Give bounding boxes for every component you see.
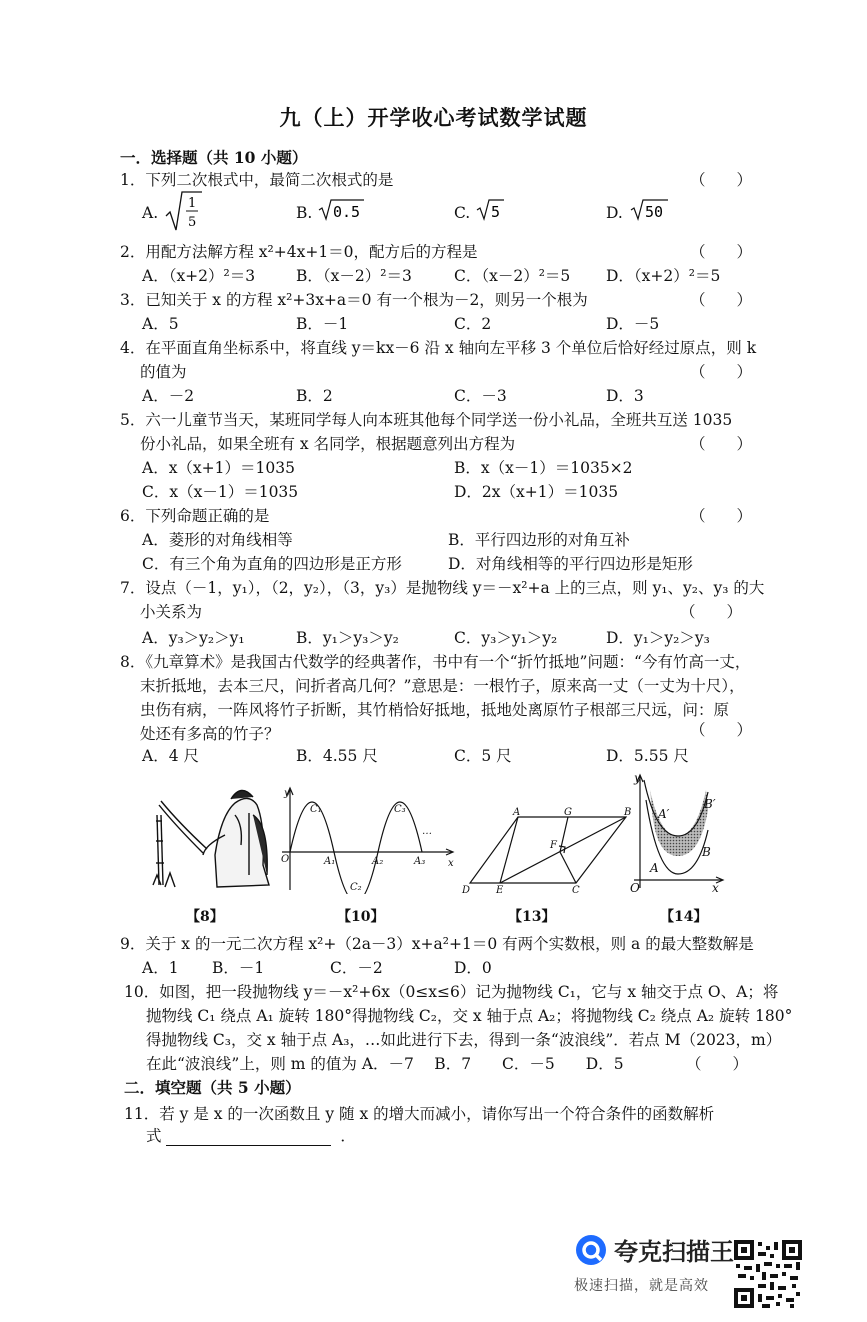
- q6-stem: 6．下列命题正确的是: [120, 507, 270, 525]
- svg-text:C₃: C₃: [394, 804, 406, 815]
- q2-stem: 2．用配方法解方程 x²+4x+1＝0，配方后的方程是: [120, 243, 478, 261]
- q10-stem: 10．如图，把一段抛物线 y＝－x²+6x（0≤x≤6）记为抛物线 C₁，它与 x 轴交于点 O、A；将: [124, 983, 779, 1001]
- q8-option-b: B．4.55 尺: [296, 747, 378, 765]
- q7-option-a: A．y₃＞y₂＞y₁: [142, 629, 245, 647]
- q5-option-c: C．x（x－1）＝1035: [142, 483, 299, 501]
- bamboo-illustration: [145, 775, 270, 895]
- q10-stem-cont: 在此“波浪线”上，则 m 的值为 A．－7 B．7 C．－5 D．5: [146, 1055, 624, 1073]
- q2-option-b: B．（x－2）²＝3: [296, 267, 412, 285]
- q9-option-d: D．0: [454, 959, 492, 977]
- brand-slogan: 极速扫描，就是高效: [574, 1278, 709, 1294]
- answer-paren: （ ）: [690, 507, 753, 525]
- answer-paren: （ ）: [680, 603, 743, 621]
- section-heading-choice: 一．选择题（共 10 小题）: [120, 148, 308, 167]
- q10-stem-cont: 抛物线 C₁ 绕点 A₁ 旋转 180°得抛物线 C₂，交 x 轴于点 A₂；将抛物线 C₂ 绕点 A₂ 旋转 180°: [146, 1007, 793, 1025]
- svg-text:E: E: [496, 885, 504, 895]
- svg-text:A′: A′: [658, 807, 670, 821]
- scanner-brand: [574, 1232, 734, 1295]
- svg-text:A₂: A₂: [372, 856, 384, 867]
- q8-stem: 8．《九章算术》是我国古代数学的经典著作，书中有一个“折竹抵地”问题：“今有竹高一丈，: [120, 653, 751, 671]
- answer-paren: （ ）: [690, 721, 753, 739]
- q8-option-c: C．5 尺: [454, 747, 512, 765]
- svg-text:…: …: [422, 826, 432, 837]
- answer-paren: （ ）: [690, 171, 753, 189]
- svg-text:C₂: C₂: [350, 882, 362, 893]
- q5-option-d: D．2x（x+1）＝1035: [454, 483, 619, 501]
- q9-option-c: C．－2: [330, 959, 383, 977]
- q6-option-b: B．平行四边形的对角互补: [448, 531, 630, 549]
- svg-text:C: C: [572, 885, 580, 895]
- q3-stem: 3．已知关于 x 的方程 x²+3x+a＝0 有一个根为－2，则另一个根为: [120, 291, 588, 309]
- q10-stem-cont: 得抛物线 C₃，交 x 轴于点 A₃，…如此进行下去，得到一条“波浪线”．若点 M（2023，m）: [146, 1031, 782, 1049]
- q5-option-b: B．x（x－1）＝1035×2: [454, 459, 633, 477]
- q1-option-a: A.: [142, 204, 159, 222]
- shaded-parabola-figure: [630, 770, 730, 894]
- q1-option-c: C.: [454, 204, 471, 222]
- q3-option-b: B．－1: [296, 315, 349, 333]
- svg-text:y: y: [284, 788, 290, 799]
- svg-text:50: 50: [645, 203, 664, 221]
- brand-name: 夸克扫描王: [614, 1238, 734, 1266]
- answer-paren: （ ）: [690, 291, 753, 309]
- svg-text:F: F: [550, 840, 557, 851]
- q8-stem-cont: 虫伤有病，一阵风将竹子折断，其竹梢恰好抵地，抵地处离原竹子根部三尺远，问：原: [140, 701, 730, 719]
- wave-parabola-figure: [280, 782, 460, 894]
- answer-paren: （ ）: [690, 435, 753, 453]
- q3-option-a: A．5: [142, 315, 179, 333]
- quark-logo-icon: [574, 1233, 608, 1267]
- qr-code: [734, 1240, 802, 1308]
- q4-option-a: A．－2: [142, 387, 195, 405]
- svg-text:B′: B′: [704, 797, 716, 811]
- q7-option-c: C．y₃＞y₁＞y₂: [454, 629, 558, 647]
- q8-option-a: A．4 尺: [142, 747, 199, 765]
- q6-option-d: D．对角线相等的平行四边形是矩形: [448, 555, 693, 573]
- figure-caption-14: 【14】: [660, 909, 708, 925]
- answer-paren: （ ）: [690, 363, 753, 381]
- figure-caption-8: 【8】: [186, 909, 224, 925]
- q4-stem-cont: 的值为: [140, 363, 187, 381]
- q4-option-d: D．3: [606, 387, 644, 405]
- q2-option-d: D．（x+2）²＝5: [606, 267, 721, 285]
- q3-option-d: D．－5: [606, 315, 660, 333]
- svg-text:5: 5: [491, 203, 501, 221]
- q1-stem: 1．下列二次根式中，最简二次根式的是: [120, 171, 394, 189]
- q2-option-c: C．（x－2）²＝5: [454, 267, 571, 285]
- answer-blank[interactable]: [166, 1131, 331, 1146]
- svg-text:G: G: [564, 807, 572, 818]
- q5-option-a: A．x（x+1）＝1035: [142, 459, 295, 477]
- q5-stem-cont: 份小礼品，如果全班有 x 名同学，根据题意列出方程为: [140, 435, 516, 453]
- svg-text:C₁: C₁: [310, 804, 322, 815]
- q1-frac-den: 5: [188, 215, 197, 230]
- q6-option-a: A．菱形的对角线相等: [142, 531, 293, 549]
- q4-stem: 4．在平面直角坐标系中，将直线 y＝kx－6 沿 x 轴向左平移 3 个单位后恰好经过原点，则 k: [120, 339, 757, 357]
- q1-option-d: D.: [606, 204, 623, 222]
- q1-option-b: B.: [296, 204, 313, 222]
- answer-paren: （ ）: [690, 243, 753, 261]
- q7-stem-cont: 小关系为: [140, 603, 203, 621]
- svg-text:B: B: [702, 845, 711, 859]
- q8-stem-cont: 末折抵地，去本三尺，问折者高几何？”意思是：一根竹子，原来高一丈（一丈为十尺），: [140, 677, 745, 695]
- sqrt-icon: [630, 198, 670, 222]
- sqrt-icon: [476, 198, 506, 222]
- page-title: 九（上）开学收心考试数学试题: [279, 105, 588, 130]
- q6-option-c: C．有三个角为直角的四边形是正方形: [142, 555, 402, 573]
- svg-text:y: y: [634, 771, 641, 785]
- q7-option-d: D．y₁＞y₂＞y₃: [606, 629, 710, 647]
- section-heading-fill: 二．填空题（共 5 小题）: [124, 1078, 301, 1097]
- parallelogram-figure: [458, 805, 636, 895]
- q4-option-c: C．－3: [454, 387, 507, 405]
- q4-option-b: B．2: [296, 387, 333, 405]
- sqrt-frac-icon: [164, 188, 204, 234]
- svg-text:O: O: [281, 854, 290, 865]
- q9-option-b: B．－1: [212, 959, 265, 977]
- sqrt-icon: [318, 198, 366, 222]
- q7-option-b: B．y₁＞y₃＞y₂: [296, 629, 399, 647]
- svg-text:A₃: A₃: [414, 856, 426, 867]
- svg-text:O: O: [630, 881, 640, 894]
- svg-text:x: x: [712, 881, 719, 894]
- svg-text:A: A: [650, 861, 659, 875]
- svg-text:A₁: A₁: [324, 856, 336, 867]
- svg-text:0.5: 0.5: [333, 203, 361, 221]
- figure-caption-10: 【10】: [337, 909, 385, 925]
- q9-stem: 9．关于 x 的一元二次方程 x²+（2a－3）x+a²+1＝0 有两个实数根，则 a 的最大整数解是: [120, 935, 754, 953]
- svg-text:x: x: [448, 858, 454, 869]
- svg-text:D: D: [462, 885, 471, 895]
- q9-option-a: A．1: [142, 959, 179, 977]
- q11-stem-cont: 式 ．: [146, 1127, 356, 1145]
- q2-option-a: A．（x+2）²＝3: [142, 267, 256, 285]
- q3-option-c: C．2: [454, 315, 492, 333]
- svg-text:A: A: [513, 807, 521, 818]
- svg-text:B: B: [624, 807, 632, 818]
- q11-stem: 11．若 y 是 x 的一次函数且 y 随 x 的增大而减小，请你写出一个符合条件的函数解析: [124, 1105, 715, 1123]
- figure-caption-13: 【13】: [508, 909, 556, 925]
- q8-option-d: D．5.55 尺: [606, 747, 689, 765]
- q1-frac-num: 1: [188, 196, 197, 211]
- q8-stem-cont: 处还有多高的竹子？: [140, 725, 280, 743]
- answer-paren: （ ）: [686, 1055, 749, 1073]
- q5-stem: 5．六一儿童节当天，某班同学每人向本班其他每个同学送一份小礼品，全班共互送 1035: [120, 411, 733, 429]
- q7-stem: 7．设点（－1，y₁），（2，y₂），（3，y₃）是抛物线 y＝－x²+a 上的三点，则 y₁、y₂、y₃ 的大: [120, 579, 765, 597]
